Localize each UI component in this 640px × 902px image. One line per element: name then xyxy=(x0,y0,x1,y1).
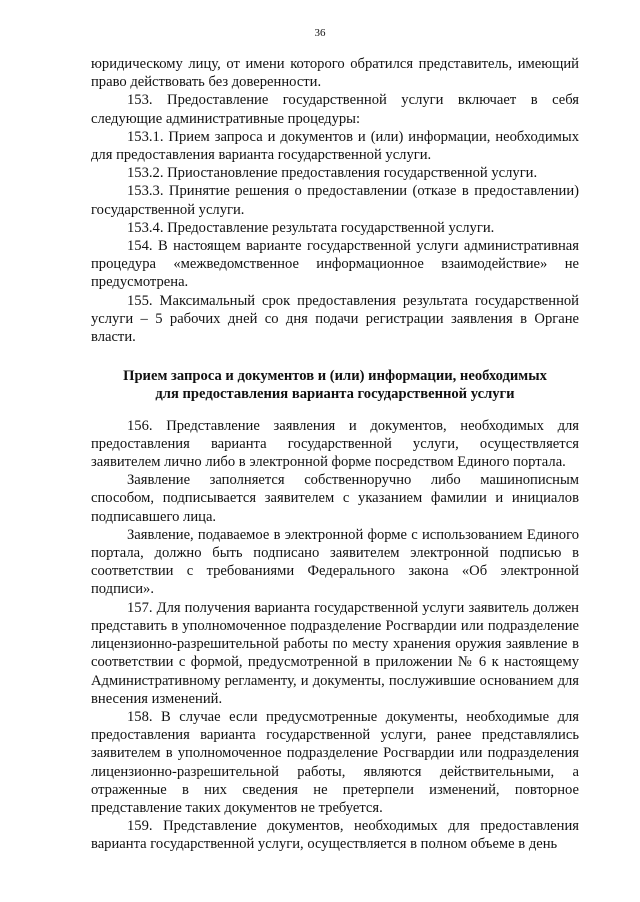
paragraph-155: 155. Максимальный срок предоставления результата государственной услуги – 5 рабочих дней со дня подачи регистрации заявления в Органе власти. xyxy=(91,292,579,346)
paragraph-154: 154. В настоящем варианте государственной услуги административная процедура «межведомственное информационное взаимодействие» не предусмотрена. xyxy=(91,238,579,291)
paragraph-153: 153. Предоставление государственной услуги включает в себя следующие административные процедуры: xyxy=(91,92,579,127)
section-heading-line-1: Прием запроса и документов и (или) информации, необходимых xyxy=(123,368,547,385)
paragraph-153-1: 153.1. Прием запроса и документов и (или) информации, необходимых для предоставления варианта государственной услуги. xyxy=(91,128,579,164)
paragraph-153-4: 153.4. Предоставление результата государственной услуги. xyxy=(127,219,495,236)
paragraph-continuation: юридическому лицу, от имени которого обратился представитель, имеющий право действовать без доверенности. xyxy=(91,56,579,91)
page-number: 36 xyxy=(314,27,326,39)
paragraph-153-3: 153.3. Принятие решения о предоставлении (отказе в предоставлении) государственной услуги. xyxy=(91,183,579,218)
paragraph-156-application-form: Заявление заполняется собственноручно либо машинописным способом, подписывается заявителем с указанием фамилии и инициалов подписавшего лица. xyxy=(91,472,579,525)
paragraph-156-electronic-form: Заявление, подаваемое в электронной форме с использованием Единого портала, должно быть подписано заявителем электронной подписью в соответствии с требованиями Федерального закона «Об электронной подписи». xyxy=(91,526,579,598)
document-body xyxy=(91,55,579,854)
paragraph-153-2: 153.2. Приостановление предоставления государственной услуги. xyxy=(127,165,538,182)
section-heading xyxy=(91,367,579,403)
paragraph-156: 156. Представление заявления и документов, необходимых для предоставления варианта государственной услуги, осуществляется заявителем лично либо в электронной форме посредством Единого портала. xyxy=(91,417,579,471)
paragraph-157: 157. Для получения варианта государственной услуги заявитель должен представить в уполномоченное подразделение Росгвардии или подразделение лицензионно-разрешительной работы по месту хранения оружия заявление в соответствии с формой, предусмотренной в приложении № 6 к настоящему Административному регламенту, и документы, послужившие основанием для внесения изменений. xyxy=(91,599,579,707)
paragraph-159: 159. Представление документов, необходимых для предоставления варианта государственной услуги, осуществляется в полном объеме в день xyxy=(91,818,579,853)
section-heading-line-2: для предоставления варианта государственной услуги xyxy=(155,386,515,403)
paragraph-158: 158. В случае если предусмотренные документы, необходимые для предоставления варианта государственной услуги, ранее представлялись заявителем в уполномоченное подразделение Росгвардии или подразделения лицензионно-разрешительной работы, являются действительными, а отраженные в них сведения не претерпели изменений, повторное представление таких документов не требуется. xyxy=(91,708,579,816)
